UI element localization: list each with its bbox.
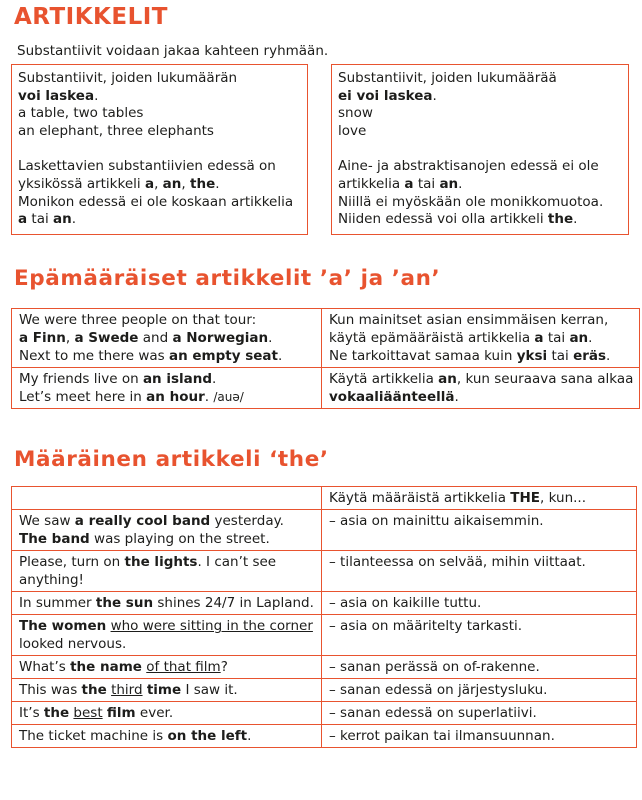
countable-example: an elephant, three elephants: [18, 122, 214, 139]
table-row: [12, 368, 640, 409]
phonetic-text: /auə/: [213, 390, 244, 404]
rule-cell: – asia on määritelty tarkasti.: [322, 615, 637, 656]
countable-box: [11, 64, 308, 235]
intro-text: Substantiivit voidaan jakaa kahteen ryhmään.: [17, 43, 329, 59]
example-cell: Please, turn on the lights. I can’t see anything!: [12, 551, 322, 592]
table-row: [12, 615, 637, 656]
definite-table: [11, 486, 637, 748]
table-row: [12, 725, 637, 748]
example-cell: We were three people on that tour: a Finn, a Swede and a Norwegian. Next to me there was an empty seat.: [12, 309, 322, 368]
example-cell: We saw a really cool band yesterday. The band was playing on the street.: [12, 510, 322, 551]
example-cell: What’s the name of that film?: [12, 656, 322, 679]
indefinite-heading: Epämääräiset artikkelit ’a’ ja ’an’: [14, 266, 441, 291]
uncountable-line: Niiden edessä voi olla artikkeli the.: [338, 211, 578, 228]
countable-line: Substantiivit, joiden lukumäärän: [18, 70, 238, 86]
table-row: [12, 679, 637, 702]
rule-cell: – sanan edessä on superlatiivi.: [322, 702, 637, 725]
countable-example: a table, two tables: [18, 105, 144, 122]
example-cell: The ticket machine is on the left.: [12, 725, 322, 748]
uncountable-line: Substantiivit, joiden lukumäärää: [338, 70, 557, 86]
table-row: [12, 551, 637, 592]
rule-cell: – tilanteessa on selvää, mihin viittaat.: [322, 551, 637, 592]
countable-line: Laskettavien substantiivien edessä on: [18, 158, 276, 175]
uncountable-example: love: [338, 122, 367, 139]
example-cell: It’s the best film ever.: [12, 702, 322, 725]
table-header-row: [12, 487, 637, 510]
rule-cell: – asia on mainittu aikaisemmin.: [322, 510, 637, 551]
rule-cell: – asia on kaikille tuttu.: [322, 592, 637, 615]
uncountable-line: artikkelia a tai an.: [338, 175, 463, 192]
table-row: [12, 309, 640, 368]
indefinite-table: [11, 308, 640, 409]
table-row: [12, 656, 637, 679]
example-cell: This was the third time I saw it.: [12, 679, 322, 702]
header-cell: Käytä määräistä artikkelia THE, kun...: [322, 487, 637, 510]
example-cell: My friends live on an island. Let’s meet here in an hour. /auə/: [12, 368, 322, 409]
countable-line: yksikössä artikkeli a, an, the.: [18, 175, 220, 192]
uncountable-line: Aine- ja abstraktisanojen edessä ei ole: [338, 158, 599, 175]
example-cell: In summer the sun shines 24/7 in Lapland.: [12, 592, 322, 615]
table-row: [12, 510, 637, 551]
countable-line: a tai an.: [18, 211, 77, 228]
countable-line: Monikon edessä ei ole koskaan artikkelia: [18, 193, 294, 210]
rule-cell: – sanan perässä on of-rakenne.: [322, 656, 637, 679]
page-title: ARTIKKELIT: [14, 4, 168, 30]
rule-cell: – sanan edessä on järjestysluku.: [322, 679, 637, 702]
countable-line: voi laskea.: [18, 87, 99, 104]
table-row: [12, 702, 637, 725]
rule-cell: – kerrot paikan tai ilmansuunnan.: [322, 725, 637, 748]
uncountable-box: [331, 64, 629, 235]
table-row: [12, 592, 637, 615]
rule-cell: Kun mainitset asian ensimmäisen kerran, käytä epämääräistä artikkelia a tai an. Ne tarkoittavat samaa kuin yksi tai eräs.: [322, 309, 640, 368]
uncountable-line: Niillä ei myöskään ole monikkomuotoa.: [338, 193, 604, 210]
example-cell: The women who were sitting in the corner looked nervous.: [12, 615, 322, 656]
definite-heading: Määräinen artikkeli ‘the’: [14, 447, 329, 472]
uncountable-line: ei voi laskea.: [338, 87, 437, 104]
uncountable-example: snow: [338, 105, 373, 122]
rule-cell: Käytä artikkelia an, kun seuraava sana alkaa vokaaliäänteellä.: [322, 368, 640, 409]
